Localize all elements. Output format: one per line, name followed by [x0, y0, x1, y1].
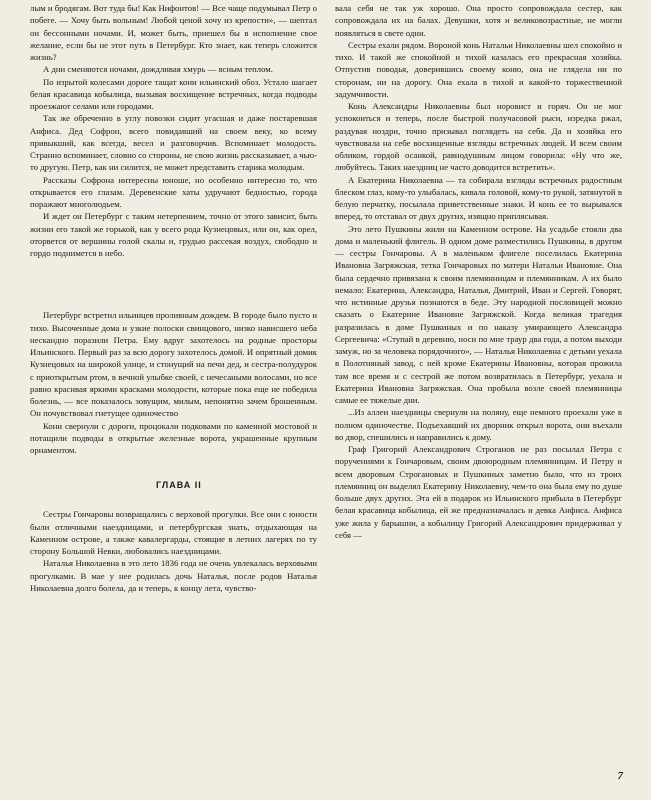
paragraph: Петербург встретил ильинцев проливным дождем. В городе было пусто и тихо. Высоченные дома и узкие полоски свинцового, низко нависшего неба нескандно поразили Петра. Ему вдруг захотелось на родные просторы Ильинского. Первый раз за всю дорогу захотелось домой. И опрятный домик Кузнецовых на широкой улице, и стонущий на печи дед, и сестра-полудурок с приоткрытым ртом, в вечной улыбке своей, с нечесаными волосами, но все равно красивая яркими красками молодости, которые пока еще не победила болезнь, — все показалось зовущим, милым, непонятно зачем брошенным. Он почувствовал гнетущее одиночество [30, 310, 317, 419]
paragraph: Рассказы Софрона интересны юноше, но особенно интересно то, что открывается его глазам. Деревенские хаты удручают бедностью, города поражают многолюдьем. [30, 174, 317, 209]
paragraph: Так же обреченно в углу повозки сидит угасшая и даже постаревшая Анфиса. Дед Софрон, всего повидавший на своем веку, ко всему привыкший, как всегда, весел и разговорчив. Вспоминает молодость. Странно вспоминает, словно со стороны, не свою жизнь рассказывает, а чью-то другую. Петр, как ни силится, не может представить старика молодым. [30, 113, 317, 173]
paragraph: лым и бродягам. Вот туда бы! Как Нифонтов! — Все чаще подумывал Петр о побеге. — Хочу быть вольным! Любой ценой хочу из крепости», — шептал он бессонными ночами. И, может быть, приешел бы в исполнение свое желание, если бы не этот путь в Петербург. Кто знает, как теперь сложится жизнь? [30, 3, 317, 62]
paragraph: Кони свернули с дороги, процокали подковами по каменной мостовой и потащили подводы в открытые железные ворота, украшенные крупным орнаментом. [30, 420, 317, 455]
paragraph: вала себя не так уж хорошо. Она просто сопровождала сестер, как сопровождала их на балах. Девушки, хотя и великовозрастные, не могли появляться в свете одни. [335, 3, 622, 38]
paragraph: И ждет он Петербург с таким нетерпением, точно от этого зависит, быть жизни его такой же горькой, как у всего рода Кузнецовых, или он, как орел, оторвется от вершины голой скалы и, грудью рассекая воздух, свободно и гордо поднимется в небо. [30, 211, 317, 258]
left-column [30, 2, 317, 594]
paragraph: А Екатерина Николаевна — та собирала взгляды встречных радостным блеском глаз, кому-то улыбалась, кивала головой, кому-то рукой, затянутой в белую перчатку, посылала приветственные знаки. И конь ее то вырывался вперед, то отставал от двух других, изящно приплясывая. [335, 174, 622, 222]
paragraph: Это лето Пушкины жили на Каменном острове. На усадьбе стояли два дома и маленький флигель. В одном доме разместились Пушкины, в другом — сестры Гончаровы. А в маленьком флигеле поселилась Екатерина Ивановна Загряжская, тетка Гончаровых по матери Натальи Ивановне. Она была сердечно привязана к своим племянницам и племянникам. А их было немало: Екатерина, Александра, Наталья, Дмитрий, Иван и Сергей. Говорят, что истинные друзья познаются в беде. Эту народной пословицей можно сказать о Екатерине Ивановне Загряжской. Когда великая трагедия разразилась в доме Пушкиных и по наказу умирающего Александра Сергеевича: «Ступай в деревню, носи по мне траур два года, а потом выходи замуж, но за человека порядочного», — Наталья Николаевна с детьми уехала в Полотняный завод, с ней кроме Екатерины Ивановны, которая прожила там все время и с сестрой же потом возвратилась в Петербург, уехала и Екатерина Ивановна Загряжская. Она пробыла возле своей племянницы самые ее тяжелые дни. [335, 223, 622, 405]
chapter-heading: ГЛАВА II [156, 480, 202, 491]
paragraph: Сестры ехали рядом. Вороной конь Натальи Николаевны шел спокойно и тихо. И такой же спокойной и тихой казалась его прекрасная хозяйка. Отпустив поводья, доверившись своему коню, она не глядела ни по сторонам, ни на дорогу. Она ехала в тихой и какой-то торжественной задумчивости. [335, 39, 622, 99]
section-break [30, 259, 317, 309]
paragraph: Конь Александры Николаевны был норовист и горяч. Он не мог успокоиться и теперь, после быстрой получасовой рыси, изредка ржал, раздувая ноздри, точно призывал поглядеть на себя. Да и хозяйка его чувствовала на себе восхищенные взгляды встречных людей. И всем своим обликом, гордой осанкой, равнодушным лицом говорила: «Ну что же, любуйтесь. Таких наездниц не часто доводится встретить». [335, 101, 622, 173]
page-number: 7 [617, 770, 623, 782]
paragraph: ...Из аллеи наездницы свернули на поляну, еще немного проехали уже в полном одиночестве. Подъехавший их дворник открыл ворота, они въехали во двор, спешились и направились к дому. [335, 407, 622, 442]
paragraph: Граф Григорий Александрович Строганов не раз посылал Петра с поручениями к Гончаровым, своим двоюродным племянницам. И Петру и всем дворовым Строгановых и Пушкиных заметно было, что из троих племянниц он выделял Екатерину Николаевну, чем-то она была ему по душе больше двух других. Эта ей в подарок из Ильинского прибыла в Петербург белая красавица кобылица, ей же предназначалась и девка Анфиса. Анфиса уже жила у барышни, а кобылицу Григорий Александрович придерживал у себя — [335, 444, 622, 540]
paragraph: Сестры Гончаровы возвращались с верховой прогулки. Все они с юности были отличными наездницами, и петербургская знать, отдыхающая на Каменном острове, а также кавалергарды, стоящие в летних лагерях по ту сторону Большой Невки, любовались наездницами. [30, 509, 317, 556]
paragraph: Наталья Николаевна в это лето 1836 года не очень увлекалась верховыми прогулками. В мае у нее родилась дочь Наталья, после родов Наталья Николаевна долго болела, да и теперь, к концу лета, чувство- [30, 558, 317, 593]
right-column [335, 2, 622, 541]
paragraph: А дни сменяются ночами, дождливая хмурь — ясным теплом. [43, 64, 273, 75]
paragraph: По изрытой колесами дороге тащат кони ильинский обоз. Устало шагает белая красавица кобылица, вызывая восхищение встречных, когда подводы проезжают селами или городами. [30, 76, 317, 111]
